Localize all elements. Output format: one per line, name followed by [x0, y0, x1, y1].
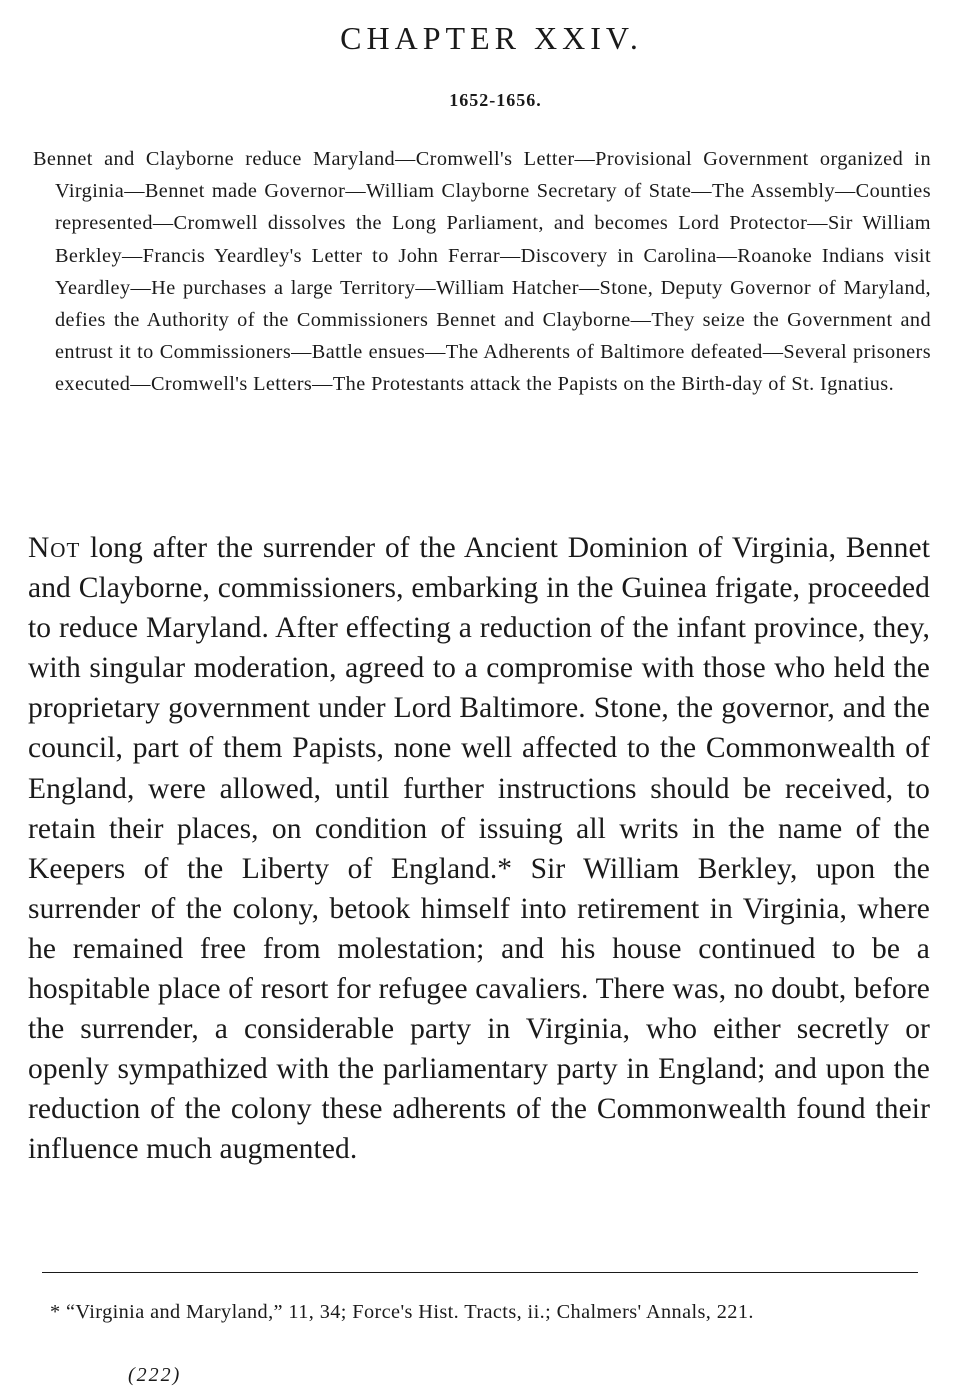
body-paragraph — [28, 528, 930, 1170]
chapter-title: CHAPTER XXIV. — [340, 20, 643, 56]
footnote: * “Virginia and Maryland,” 11, 34; Force's Hist. Tracts, ii.; Chalmers' Annals, 221. — [50, 1301, 754, 1323]
page-number: (222) — [128, 1364, 182, 1386]
chapter-synopsis: Bennet and Clayborne reduce Maryland—Cromwell's Letter—Provisional Government organized in Virginia—Bennet made Governor—William Clayborne Secretary of State—The Assembly—Counties represented—Cromwell dissolves the Long Parliament, and becomes Lord Protector—Sir William Berkley—Francis Yeardley's Letter to John Ferrar—Discovery in Carolina—Roanoke Indians visit Yeardley—He purchases a large Territory—William Hatcher—Stone, Deputy Governor of Maryland, defies the Authority of the Commissioners Bennet and Clayborne—They seize the Government and entrust it to Commissioners—Battle ensues—The Adherents of Baltimore defeated—Several prisoners executed—Cromwell's Letters—The Protestants attack the Papists on the Birth-day of St. Ignatius. — [33, 148, 931, 396]
opening-word: Not — [28, 532, 81, 564]
body-paragraph-text: long after the surrender of the Ancient Dominion of Virginia, Bennet and Clayborne, commissioners, embarking in the Guinea frigate, proceeded to reduce Maryland. After effecting a reduction of the infant province, they, with singular moderation, agreed to a compromise with those who held the proprietary government under Lord Baltimore. Stone, the governor, and the council, part of them Papists, none well affected to the Commonwealth of England, were allowed, until further instructions should be received, to retain their places, on condition of issuing all writs in the name of the Keepers of the Liberty of England.* Sir William Berkley, upon the surrender of the colony, betook himself into retirement in Virginia, where he remained free from molestation; and his house continued to be a hospitable place of resort for refugee cavaliers. There was, no doubt, before the surrender, a considerable party in Virginia, who either secretly or openly sympathized with the parliamentary party in England; and upon the reduction of the colony these adherents of the Commonwealth found their influence much augmented. — [28, 532, 930, 1166]
chapter-years: 1652-1656. — [449, 90, 542, 110]
footnote-divider — [42, 1272, 918, 1273]
